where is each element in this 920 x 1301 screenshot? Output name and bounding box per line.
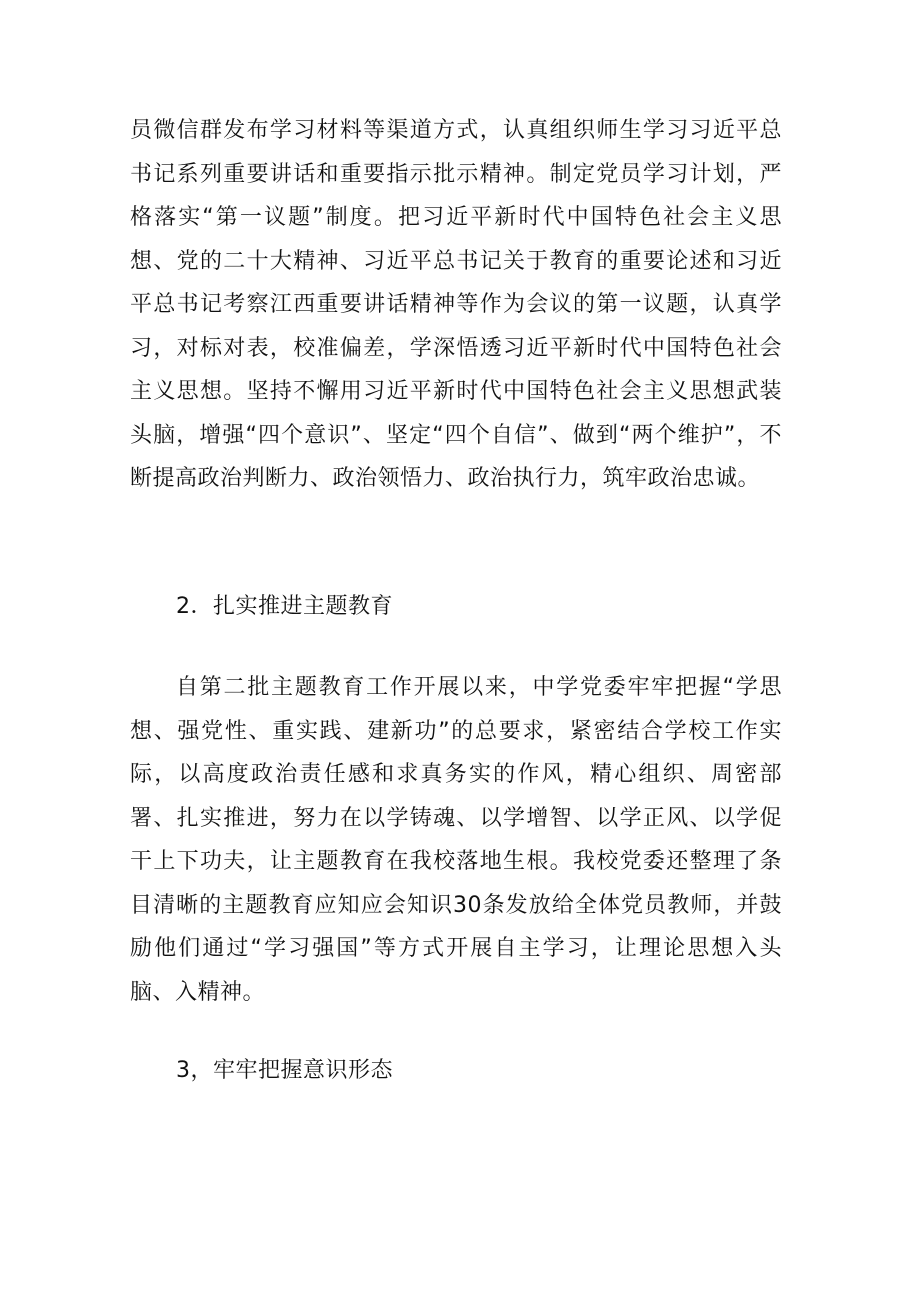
section-heading-2: 2．扎实推进主题教育 [176,594,393,619]
paragraph-study-system: 员微信群发布学习材料等渠道方式，认真组织师生学习习近平总书记系列重要讲话和重要指示批示精神。制定党员学习计划，严格落实“第一议题”制度。把习近平新时代中国特色社会主义思想、党的二十大精神、习近平总书记关于教育的重要论述和习近平总书记考察江西重要讲话精神等作为会议的第一议题，认真学习，对标对表，校准偏差，学深悟透习近平新时代中国特色社会主义思想。坚持不懈用习近平新时代中国特色社会主义思想武装头脑，增强“四个意识”、坚定“四个自信”、做到“两个维护”，不断提高政治判断力、政治领悟力、政治执行力，筑牢政治忠诚。 [130,118,782,491]
section-heading-3: 3，牢牢把握意识形态 [176,1058,393,1083]
paragraph-theme-education: 自第二批主题教育工作开展以来，中学党委牢牢把握“学思想、强党性、重实践、建新功”的总要求，紧密结合学校工作实际，以高度政治责任感和求真务实的作风，精心组织、周密部署、扎实推进，努力在以学铸魂、以学增智、以学正风、以学促干上下功夫，让主题教育在我校落地生根。我校党委还整理了条目清晰的主题教育应知应会知识30条发放给全体党员教师，并鼓励他们通过“学习强国”等方式开展自主学习，让理论思想入头脑、入精神。 [130,675,783,1005]
